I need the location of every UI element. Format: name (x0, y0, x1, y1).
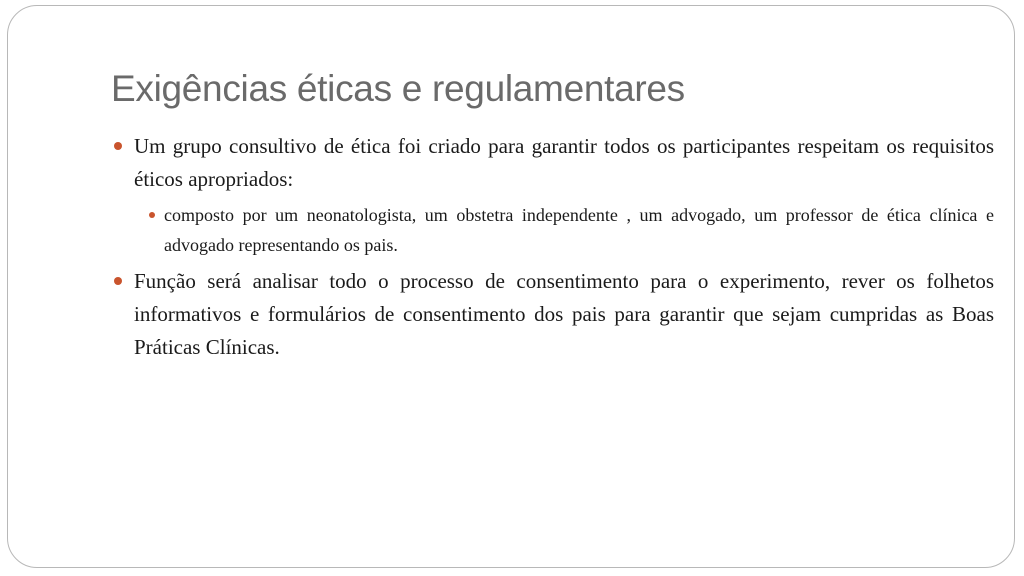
sub-bullet-item (148, 200, 994, 260)
bullet-dot-icon (114, 142, 122, 150)
slide-content (112, 130, 994, 368)
bullet-dot-icon (149, 212, 155, 218)
sub-bullet-text: composto por um neonatologista, um obstetra independente , um advogado, um professor de ética clínica e advogado representando os pais. (164, 205, 994, 255)
bullet-dot-icon (114, 277, 122, 285)
bullet-item (112, 265, 994, 364)
slide-title: Exigências éticas e regulamentares (111, 68, 685, 109)
bullet-item (112, 130, 994, 196)
slide-frame (7, 5, 1015, 568)
bullet-text: Função será analisar todo o processo de consentimento para o experimento, rever os folhetos informativos e formulários de consentimento dos pais para garantir que sejam cumpridas as Boas Práticas Clínicas. (134, 269, 994, 359)
bullet-text: Um grupo consultivo de ética foi criado para garantir todos os participantes respeitam os requisitos éticos apropriados: (134, 134, 994, 191)
